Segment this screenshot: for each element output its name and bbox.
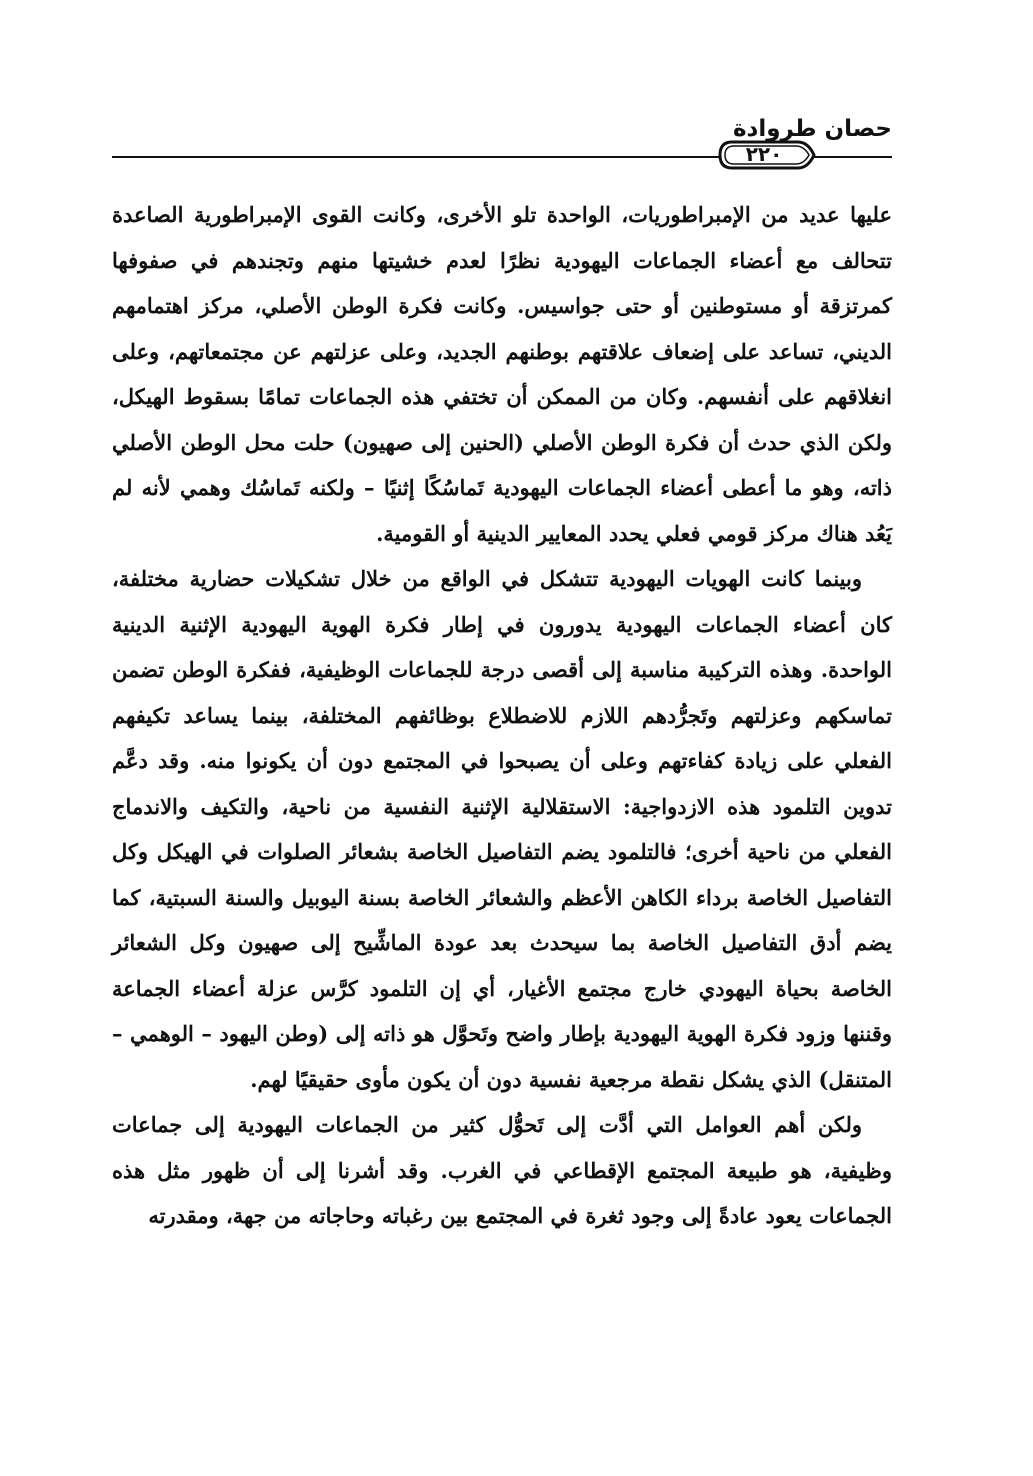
page-number-badge — [718, 140, 816, 170]
running-title: حصان طروادة — [732, 116, 892, 142]
page-header — [112, 112, 892, 192]
paragraph: وبينما كانت الهويات اليهودية تتشكل في الواقع من خلال تشكيلات حضارية مختلفة، كان أعضاء الجماعات اليهودية يدورون في إطار فكرة الهوية اليهودية الإثنية الدينية الواحدة. وهذه التركيبة مناسبة إلى أقصى درجة للجماعات الوظيفية، ففكرة الوطن تضمن تماسكهم وعزلتهم وتَجرُّدهم اللازم للاضطلاع بوظائفهم المختلفة، بينما يساعد تكيفهم الفعلي على زيادة كفاءتهم وعلى أن يصبحوا في المجتمع دون أن يكونوا منه. وقد دعَّم تدوين التلمود هذه الازدواجية: الاستقلالية الإثنية النفسية من ناحية، والتكيف والاندماج الفعلي من ناحية أخرى؛ فالتلمود يضم التفاصيل الخاصة بشعائر الصلوات في الهيكل وكل التفاصيل الخاصة برداء الكاهن الأعظم والشعائر الخاصة بسنة اليوبيل والسنة السبتية، كما يضم أدق التفاصيل الخاصة بما سيحدث بعد عودة الماشِّيح إلى صهيون وكل الشعائر الخاصة بحياة اليهودي خارج مجتمع الأغيار، أي إن التلمود كرَّس عزلة أعضاء الجماعة وقننها وزود فكرة الهوية اليهودية بإطار واضح وتَحوَّل هو ذاته إلى (وطن اليهود – الوهمي – المتنقل) الذي يشكل نقطة مرجعية نفسية دون أن يكون مأوى حقيقيًا لهم. — [112, 566, 892, 1092]
page-number: ٢٢٠ — [745, 142, 783, 166]
paragraph: ولكن أهم العوامل التي أدَّت إلى تَحوُّل كثير من الجماعات اليهودية إلى جماعات وظيفية، هو طبيعة المجتمع الإقطاعي في الغرب. وقد أشرنا إلى أن ظهور مثل هذه الجماعات يعود عادةً إلى وجود ثغرة في المجتمع بين رغباته وحاجاته من جهة، ومقدرته — [112, 1112, 892, 1228]
paragraph: عليها عديد من الإمبراطوريات، الواحدة تلو الأخرى، وكانت القوى الإمبراطورية الصاعدة تتحالف مع أعضاء الجماعات اليهودية نظرًا لعدم خشيتها منهم وتجندهم في صفوفها كمرتزقة أو مستوطنين أو حتى جواسيس. وكانت فكرة الوطن الأصلي، مركز اهتمامهم الديني، تساعد على إضعاف علاقتهم بوطنهم الجديد، وعلى عزلتهم عن مجتمعاتهم، وعلى انغلاقهم على أنفسهم. وكان من الممكن أن تختفي هذه الجماعات تمامًا بسقوط الهيكل، ولكن الذي حدث أن فكرة الوطن الأصلي (الحنين إلى صهيون) حلت محل الوطن الأصلي ذاته، وهو ما أعطى أعضاء الجماعات اليهودية تَماسُكًا إثنيًا – ولكنه تَماسُك وهمي لأنه لم يَعُد هناك مركز قومي فعلي يحدد المعايير الدينية أو القومية. — [112, 202, 892, 546]
body-text — [112, 192, 892, 1239]
